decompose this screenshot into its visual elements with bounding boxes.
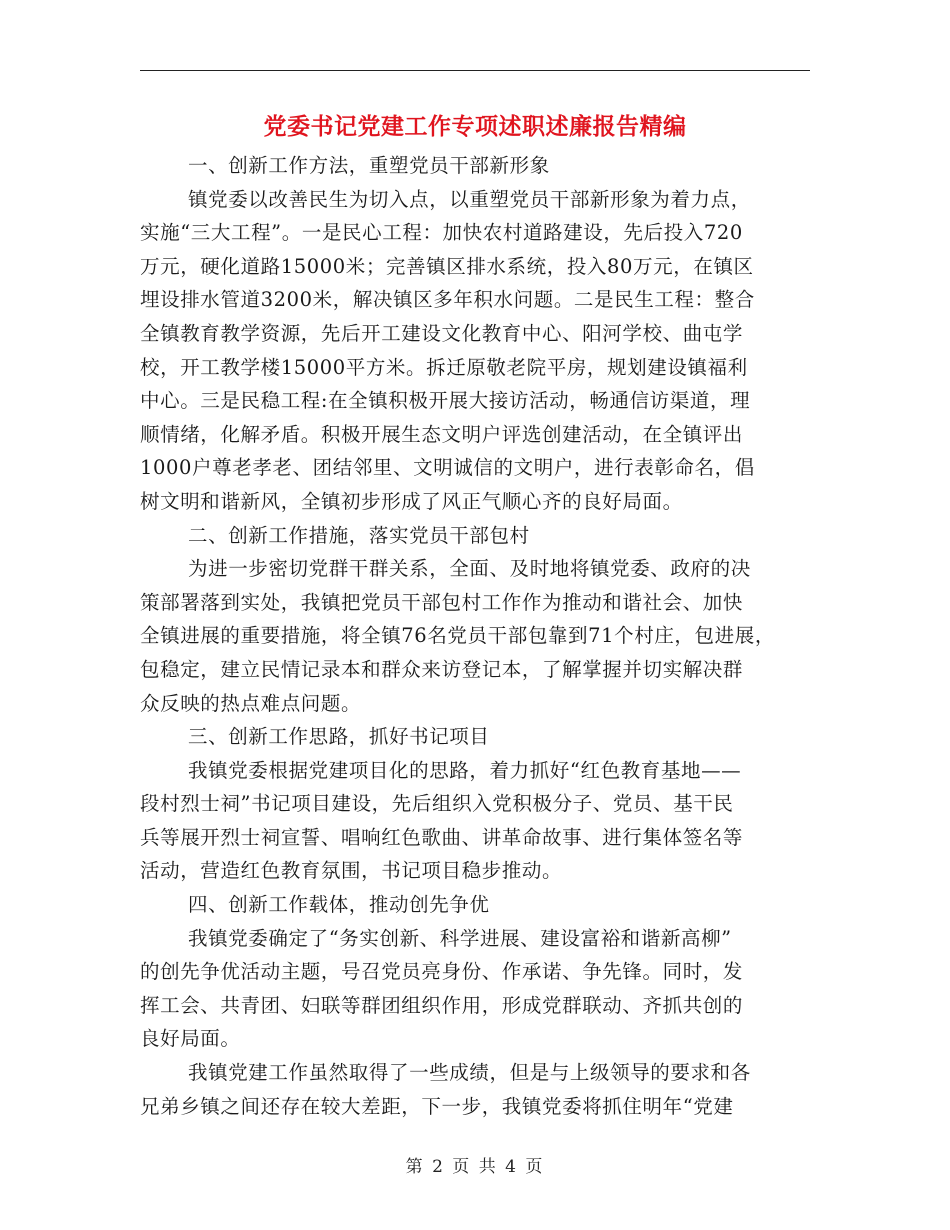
paragraph-first-line: 三、创新工作思路，抓好书记项目 (188, 725, 490, 749)
page-footer: 第 2 页 共 4 页 (405, 1157, 545, 1177)
paragraph-first-line: 我镇党委根据党建项目化的思路，着力抓好“红色教育基地—— (188, 758, 742, 782)
paragraph-line: 兵等展开烈士祠宣誓、唱响红色歌曲、讲革命故事、进行集体签名等 (140, 825, 744, 849)
document-body (140, 149, 810, 1123)
paragraph-line: 全镇进展的重要措施，将全镇76名党员干部包靠到71个村庄，包进展， (140, 624, 775, 648)
paragraph-line: 树文明和谐新风，全镇初步形成了风正气顺心齐的良好局面。 (140, 489, 683, 513)
paragraph-line: 1000户尊老孝老、团结邻里、文明诚信的文明户，进行表彰命名，倡 (140, 456, 755, 480)
paragraph-line: 万元，硬化道路15000米；完善镇区排水系统，投入80万元，在镇区 (140, 254, 754, 278)
paragraph-line: 众反映的热点难点问题。 (140, 691, 362, 715)
paragraph-first-line: 为进一步密切党群干群关系，全面、及时地将镇党委、政府的决 (188, 557, 751, 581)
header-rule (140, 70, 810, 71)
paragraph-first-line: 镇党委以改善民生为切入点，以重塑党员干部新形象为着力点， (188, 187, 751, 211)
paragraph-line: 埋设排水管道3200米，解决镇区多年积水问题。二是民生工程：整合 (140, 288, 755, 312)
paragraph-first-line: 我镇党建工作虽然取得了一些成绩，但是与上级领导的要求和各 (188, 1061, 751, 1085)
paragraph-first-line: 二、创新工作措施，落实党员干部包村 (188, 523, 530, 547)
paragraph-line: 策部署落到实处，我镇把党员干部包村工作作为推动和谐社会、加快 (140, 590, 744, 614)
paragraph-line: 段村烈士祠”书记项目建设，先后组织入党积极分子、党员、基干民 (140, 792, 734, 816)
paragraph-line: 兄弟乡镇之间还存在较大差距，下一步，我镇党委将抓住明年“党建 (140, 1094, 734, 1118)
paragraph-line: 活动，营造红色教育氛围，书记项目稳步推动。 (140, 859, 563, 883)
paragraph-line: 中心。三是民稳工程:在全镇积极开展大接访活动，畅通信访渠道，理 (140, 389, 751, 413)
paragraph-line: 顺情绪，化解矛盾。积极开展生态文明户评选创建活动，在全镇评出 (140, 422, 744, 446)
paragraph-line: 全镇教育教学资源，先后开工建设文化教育中心、阳河学校、曲屯学 (140, 321, 744, 345)
paragraph-line: 包稳定，建立民情记录本和群众来访登记本，了解掌握并切实解决群 (140, 657, 744, 681)
paragraph-first-line: 我镇党委确定了“务实创新、科学进展、建设富裕和谐新高柳” (188, 926, 732, 950)
paragraph-line: 良好局面。 (140, 1027, 241, 1051)
paragraph-first-line: 四、创新工作载体，推动创先争优 (188, 893, 490, 917)
paragraph-line: 挥工会、共青团、妇联等群团组织作用，形成党群联动、齐抓共创的 (140, 993, 744, 1017)
document-title: 党委书记党建工作专项述职述廉报告精编 (263, 113, 687, 140)
paragraph-first-line: 一、创新工作方法，重塑党员干部新形象 (188, 154, 550, 177)
paragraph-line: 校，开工教学楼15000平方米。拆迁原敬老院平房，规划建设镇福利 (140, 355, 748, 379)
paragraph-line: 实施“三大工程”。一是民心工程：加快农村道路建设，先后投入720 (140, 221, 743, 245)
paragraph-line: 的创先争优活动主题，号召党员亮身份、作承诺、争先锋。同时，发 (140, 960, 744, 984)
